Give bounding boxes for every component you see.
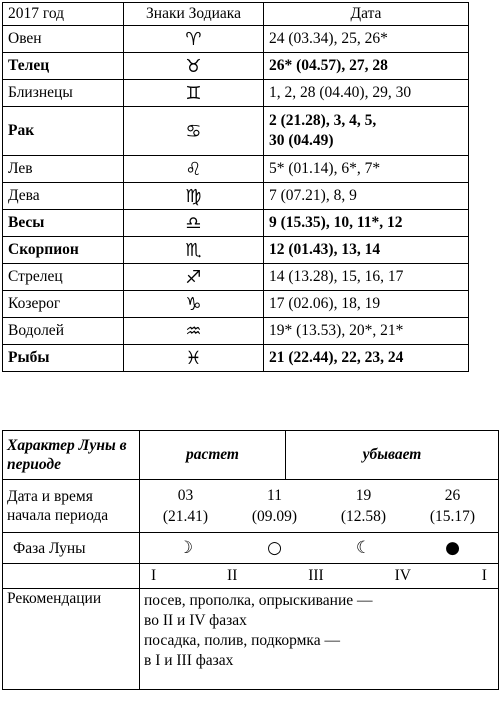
moon-phase-icon: ☾: [355, 537, 372, 558]
recommendation-line: во II и IV фазах: [144, 612, 247, 629]
zodiac-row: [3, 107, 469, 156]
zodiac-sign-name: Водолей: [3, 318, 124, 345]
zodiac-row: [3, 156, 469, 183]
moon-phase-row: [3, 533, 499, 564]
moon-period-date: 11: [267, 487, 282, 504]
recommendations-cell: [140, 589, 499, 690]
zodiac-sign-name: Дева: [3, 183, 124, 210]
zodiac-sign-icon: ♒︎: [124, 318, 264, 345]
zodiac-dates: 24 (03.34), 25, 26*: [264, 26, 469, 53]
zodiac-row: [3, 237, 469, 264]
zodiac-row: [3, 264, 469, 291]
moon-phase-number: III: [308, 567, 324, 584]
zodiac-table: [2, 2, 469, 372]
moon-period-time: (09.09): [251, 508, 298, 525]
header-date: Дата: [264, 3, 469, 26]
moon-period-time: (21.41): [162, 508, 209, 525]
zodiac-sign-icon: ♍︎: [124, 183, 264, 210]
zodiac-sign-name: Овен: [3, 26, 124, 53]
moon-phase-number-cell: [140, 564, 499, 589]
moon-period: [245, 485, 305, 527]
zodiac-dates: [264, 107, 469, 156]
zodiac-dates-line: 30 (04.49): [269, 132, 334, 149]
moon-period-cell: [140, 480, 499, 533]
moon-recommendations-row: [3, 589, 499, 690]
moon-phase-number-blank: [3, 564, 140, 589]
zodiac-sign-name: Скорпион: [3, 237, 124, 264]
zodiac-dates: 21 (22.44), 22, 23, 24: [264, 345, 469, 372]
zodiac-sign-icon: ♓︎: [124, 345, 264, 372]
moon-phase-symbols: [141, 538, 497, 559]
zodiac-sign-icon: ♌︎: [124, 156, 264, 183]
zodiac-header-row: [3, 3, 469, 26]
zodiac-sign-name: Лев: [3, 156, 124, 183]
moon-growing: растет: [140, 431, 286, 480]
zodiac-sign-name: Рак: [3, 107, 124, 156]
zodiac-dates: 12 (01.43), 13, 14: [264, 237, 469, 264]
moon-period-date: 26: [444, 487, 461, 504]
moon-period-time: (12.58): [340, 508, 387, 525]
moon-phase-label: Фаза Луны: [3, 533, 140, 564]
moon-character-row: [3, 431, 499, 480]
moon-period: [334, 485, 394, 527]
moon-phase-icon: ○: [267, 537, 282, 558]
zodiac-sign-name: Козерог: [3, 291, 124, 318]
zodiac-sign-name: Рыбы: [3, 345, 124, 372]
recommendation-line: посадка, полив, подкормка —: [144, 632, 340, 649]
moon-phase-number: I: [481, 567, 487, 584]
zodiac-dates: 5* (01.14), 6*, 7*: [264, 156, 469, 183]
zodiac-sign-icon: ♈︎: [124, 26, 264, 53]
zodiac-sign-icon: ♎︎: [124, 210, 264, 237]
moon-phase-cell: [140, 533, 499, 564]
zodiac-sign-name: Близнецы: [3, 80, 124, 107]
recommendations-label: Рекомендации: [3, 589, 140, 690]
zodiac-sign-name: Телец: [3, 53, 124, 80]
zodiac-sign-icon: ♉︎: [124, 53, 264, 80]
zodiac-table-body: [3, 3, 469, 372]
zodiac-row: [3, 53, 469, 80]
moon-periods: [141, 485, 497, 527]
zodiac-dates: 9 (15.35), 10, 11*, 12: [264, 210, 469, 237]
moon-phase-number: IV: [394, 567, 411, 584]
recommendation-line: в I и III фазах: [144, 652, 234, 669]
zodiac-sign-icon: ♏︎: [124, 237, 264, 264]
zodiac-dates: 19* (13.53), 20*, 21*: [264, 318, 469, 345]
zodiac-sign-icon: ♊︎: [124, 80, 264, 107]
zodiac-sign-name: Стрелец: [3, 264, 124, 291]
zodiac-sign-icon: ♐︎: [124, 264, 264, 291]
moon-phase-icon: ●: [445, 537, 460, 558]
moon-period-date: 03: [177, 487, 194, 504]
zodiac-dates-line: 2 (21.28), 3, 4, 5,: [269, 112, 377, 129]
moon-phase-number: I: [151, 567, 157, 584]
zodiac-dates: 26* (04.57), 27, 28: [264, 53, 469, 80]
zodiac-row: [3, 26, 469, 53]
moon-period-time: (15.17): [429, 508, 476, 525]
header-signs: Знаки Зодиака: [124, 3, 264, 26]
moon-period: [156, 485, 216, 527]
moon-phase-number-row: [3, 564, 499, 589]
zodiac-sign-name: Весы: [3, 210, 124, 237]
zodiac-row: [3, 318, 469, 345]
moon-phase-number: II: [227, 567, 238, 584]
moon-period: [423, 485, 483, 527]
zodiac-dates: 14 (13.28), 15, 16, 17: [264, 264, 469, 291]
zodiac-dates: 7 (07.21), 8, 9: [264, 183, 469, 210]
moon-table: [2, 430, 499, 690]
moon-period-date: 19: [355, 487, 372, 504]
zodiac-row: [3, 183, 469, 210]
moon-waning: убывает: [286, 431, 499, 480]
recommendation-line: посев, прополка, опрыскивание —: [144, 592, 373, 609]
header-year: 2017 год: [3, 3, 124, 26]
zodiac-row: [3, 210, 469, 237]
zodiac-sign-icon: ♑︎: [124, 291, 264, 318]
zodiac-sign-icon: ♋︎: [124, 107, 264, 156]
zodiac-row: [3, 291, 469, 318]
zodiac-dates: 17 (02.06), 18, 19: [264, 291, 469, 318]
zodiac-row: [3, 80, 469, 107]
moon-phase-icon: ☽: [177, 537, 194, 558]
zodiac-row: [3, 345, 469, 372]
moon-character-label: Характер Луны в периоде: [3, 431, 140, 480]
moon-phase-numbers: [141, 567, 497, 585]
zodiac-dates: 1, 2, 28 (04.40), 29, 30: [264, 80, 469, 107]
moon-period-label: Дата и время начала периода: [3, 480, 140, 533]
moon-period-row: [3, 480, 499, 533]
